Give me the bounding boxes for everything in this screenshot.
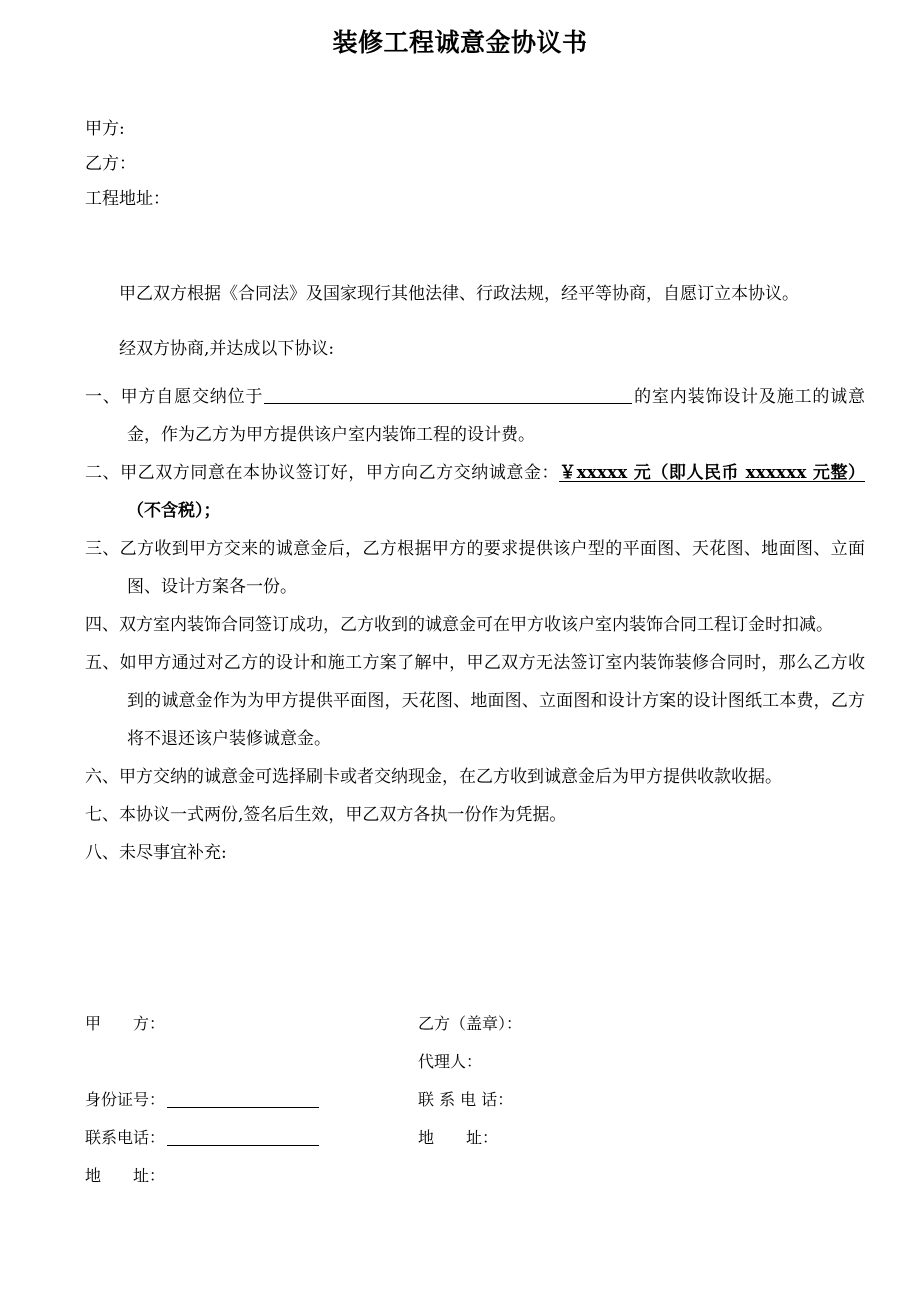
clause-one-text-before: 一、甲方自愿交纳位于 (85, 387, 264, 407)
parties-header (85, 112, 785, 217)
party-line-project-address: 工程地址： (85, 189, 170, 209)
signature-contact-phone-label-right: 联 系 电 话： (418, 1090, 514, 1109)
signature-row-contact-phone (85, 1119, 785, 1157)
preamble-paragraph-2: 经双方协商,并达成以下协议: (119, 339, 335, 359)
signature-row-id-number (85, 1081, 785, 1119)
clause-one (85, 378, 865, 454)
signature-address-label (85, 1157, 165, 1195)
clause-two-amount: ￥xxxxx 元（即人民币 xxxxxx 元整） (559, 463, 865, 483)
clause-five: 五、如甲方通过对乙方的设计和施工方案了解中，甲乙双方无法签订室内装饰装修合同时，那么乙方收到的诚意金作为为甲方提供平面图，天花图、地面图、立面图和设计方案的设计图纸工本费，乙方将不退还该户装修诚意金。 (85, 653, 865, 749)
signature-jiafang-label (85, 1005, 165, 1043)
signature-row-address (85, 1157, 785, 1195)
clause-two (85, 454, 865, 530)
page-title: 装修工程诚意金协议书 (332, 28, 588, 57)
signature-jiafang-suffix: 方： (133, 1014, 166, 1033)
clause-one-blank-field[interactable] (264, 403, 632, 404)
clause-six: 六、甲方交纳的诚意金可选择刷卡或者交纳现金，在乙方收到诚意金后为甲方提供收款收据。 (85, 767, 782, 787)
signature-row-party-names (85, 1005, 785, 1043)
signature-id-number-label (85, 1081, 319, 1119)
signature-block (85, 1005, 785, 1195)
clause-two-tail: （不含税）； (127, 501, 221, 521)
clause-one-text-after: 的室内装饰设计及施工的诚意金，作为乙方为甲方提供该户室内装饰工程的设计费。 (127, 387, 866, 445)
signature-address-suffix: 址： (133, 1166, 166, 1185)
signature-contact-phone-label (85, 1119, 319, 1157)
clause-two-lead: 二、甲乙双方同意在本协议签订好，甲方向乙方交纳诚意金： (85, 463, 560, 483)
signature-contact-phone-text: 联系电话： (85, 1128, 166, 1147)
signature-address-label-right: 地 址： (418, 1128, 499, 1147)
signature-contact-phone-field[interactable] (167, 1145, 319, 1146)
party-line-yifang: 乙方： (85, 154, 136, 174)
signature-jiafang-prefix: 甲 (85, 1014, 102, 1033)
clause-eight: 八、未尽事宜补充: (85, 843, 227, 863)
clause-four: 四、双方室内装饰合同签订成功，乙方收到的诚意金可在甲方收该户室内装饰合同工程订金时扣减。 (85, 615, 833, 635)
signature-id-number-text: 身份证号： (85, 1090, 166, 1109)
preamble (85, 258, 860, 385)
clause-seven: 七、本协议一式两份,签名后生效，甲乙双方各执一份作为凭据。 (85, 805, 567, 825)
signature-id-number-field[interactable] (167, 1107, 319, 1108)
party-line-jiafang: 甲方: (85, 119, 125, 139)
clause-list (85, 378, 865, 872)
preamble-paragraph-1: 甲乙双方根据《合同法》及国家现行其他法律、行政法规，经平等协商，自愿订立本协议。 (119, 284, 799, 304)
signature-address-prefix: 地 (85, 1166, 102, 1185)
signature-agent-label: 代理人： (418, 1052, 483, 1071)
clause-three: 三、乙方收到甲方交来的诚意金后，乙方根据甲方的要求提供该户型的平面图、天花图、地面图、立面图、设计方案各一份。 (85, 539, 865, 597)
signature-row-agent (85, 1043, 785, 1081)
signature-yifang-label: 乙方（盖章）： (418, 1014, 523, 1033)
